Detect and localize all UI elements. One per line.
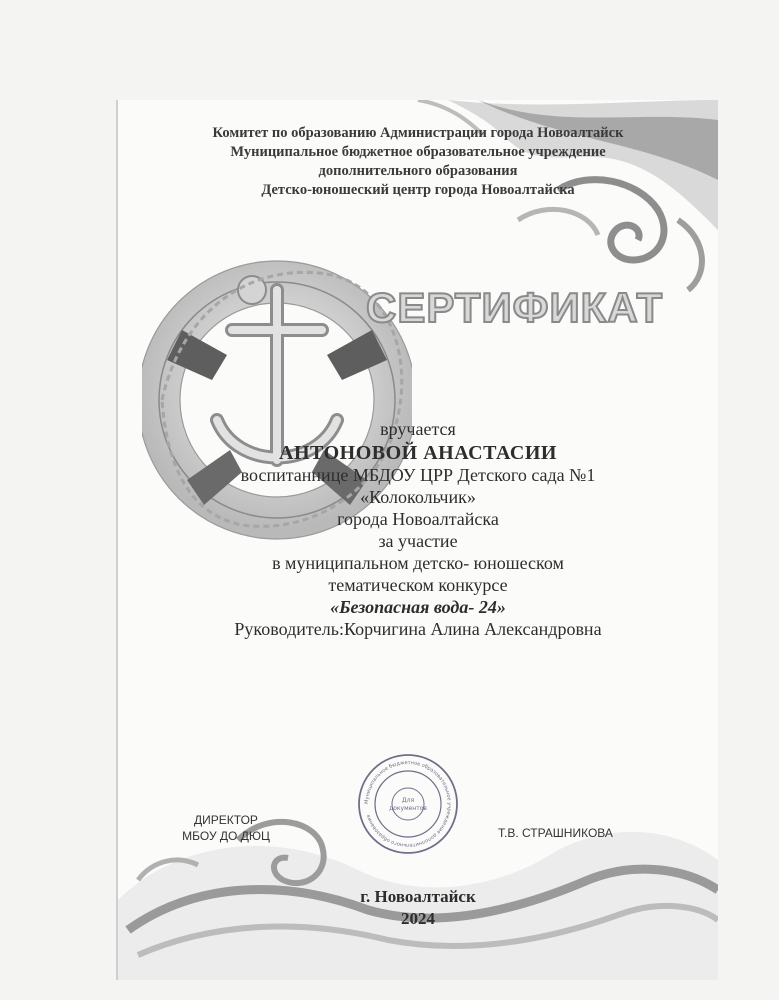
svg-text:Муниципальное бюджетное образо: Муниципальное бюджетное образовательное учреждение дополнительного образования <box>363 759 453 849</box>
body-line: в муниципальном детско- юношеском <box>272 553 564 573</box>
body-line: тематическом конкурсе <box>328 575 508 595</box>
director-line: ДИРЕКТОР <box>194 813 258 827</box>
header-line: Комитет по образованию Администрации города Новоалтайск <box>212 125 624 141</box>
header-line: Детско-юношеский центр города Новоалтайска <box>261 182 575 198</box>
organization-header <box>118 124 718 200</box>
body-line: «Колокольчик» <box>360 487 476 507</box>
body-line: воспитаннице МБДОУ ЦРР Детского сада №1 <box>240 465 596 485</box>
director-title <box>166 812 286 844</box>
director-line: МБОУ ДО ДЮЦ <box>182 829 270 843</box>
recipient-name: АНТОНОВОЙ АНАСТАСИИ <box>279 442 557 464</box>
body-line: за участие <box>378 531 458 551</box>
header-line: Муниципальное бюджетное образовательное учреждение <box>230 144 606 160</box>
certificate-title: СЕРТИФИКАТ <box>366 284 664 331</box>
certificate-sheet <box>118 100 718 980</box>
certificate-footer <box>118 886 718 930</box>
contest-name: «Безопасная вода- 24» <box>330 597 506 617</box>
svg-text:Для: Для <box>401 797 415 804</box>
footer-city: г. Новоалтайск <box>360 887 476 906</box>
svg-text:документов: документов <box>389 805 427 812</box>
body-line: города Новоалтайска <box>337 509 499 529</box>
header-line: дополнительного образования <box>318 163 518 179</box>
footer-year: 2024 <box>401 909 435 928</box>
awarded-label: вручается <box>380 419 456 439</box>
certificate-body <box>118 418 718 640</box>
signer-name: Т.В. СТРАШНИКОВА <box>498 826 613 840</box>
supervisor-line: Руководитель:Корчигина Алина Александровна <box>234 619 602 639</box>
official-stamp-seal <box>356 752 460 856</box>
